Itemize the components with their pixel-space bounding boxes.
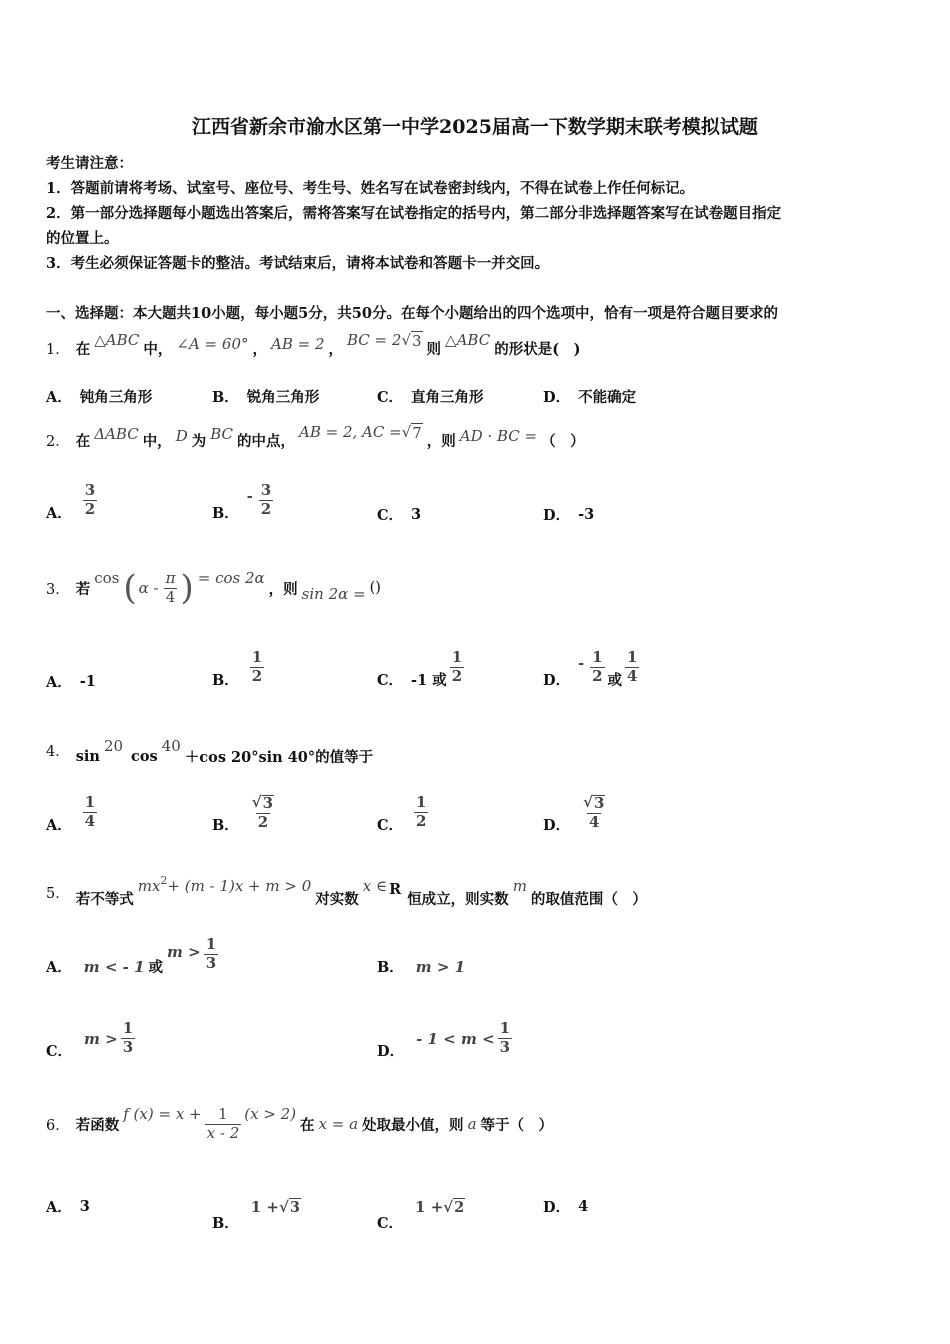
q1-bc-radicand: 3	[412, 331, 422, 350]
q5-text-2: 对实数	[315, 890, 359, 908]
radicand: 2	[454, 1198, 465, 1216]
option-text: -1	[79, 673, 96, 690]
q6-option-b[interactable]	[212, 1180, 301, 1233]
q5-x-in: x ∈	[362, 877, 388, 895]
notice-item-2-cont: 的位置上。	[46, 230, 119, 247]
question-3	[46, 562, 381, 614]
page-title: 江西省新余市渝水区第一中学2025届高一下数学期末联考模拟试题	[192, 116, 758, 138]
q4-option-d[interactable]	[543, 790, 610, 835]
option-label: A．	[46, 389, 72, 406]
q4-cos: cos	[131, 747, 158, 765]
minus-sign: -	[246, 488, 253, 505]
q2-option-b[interactable]	[212, 478, 276, 523]
q6-option-a[interactable]	[46, 1196, 90, 1217]
q1-option-d[interactable]	[543, 386, 636, 407]
fraction	[259, 483, 273, 518]
q6-text-2: 在	[300, 1116, 315, 1134]
q1-text-1: 在	[75, 340, 91, 358]
option-label: B．	[212, 1215, 239, 1232]
question-4	[46, 732, 373, 768]
q6-text-1: 若函数	[75, 1116, 120, 1134]
q2-option-d[interactable]	[543, 504, 594, 525]
option-text: 直角三角形	[411, 389, 484, 406]
q4-option-a[interactable]	[46, 790, 100, 835]
q6-function: f (x) = x +	[123, 1105, 202, 1123]
option-label: B．	[212, 817, 239, 834]
fraction	[581, 792, 607, 831]
q2-text-4: 的中点，	[237, 432, 295, 450]
option-label: D．	[543, 389, 571, 406]
option-text: 4	[578, 1198, 589, 1215]
q3-text-3: ()	[369, 580, 381, 596]
question-number: 3．	[46, 581, 70, 598]
fraction	[450, 650, 464, 685]
q4-angle-b: 40	[161, 737, 181, 755]
option-text: -3	[578, 506, 595, 523]
fraction	[625, 650, 639, 685]
numerator: 3	[84, 481, 96, 500]
option-label: B．	[377, 959, 404, 976]
q4-option-c[interactable]	[377, 790, 431, 835]
numerator: 1	[251, 648, 263, 667]
notice-heading: 考生请注意：	[46, 155, 133, 172]
denominator: 4	[589, 812, 600, 831]
question-number: 2．	[46, 433, 70, 450]
option-text: 3	[411, 506, 422, 523]
sqrt-symbol: √ 3	[251, 792, 274, 812]
option-label: D．	[377, 1043, 405, 1060]
denominator: 2	[592, 667, 603, 685]
option-label: A．	[46, 817, 72, 834]
q4-option-b[interactable]	[212, 790, 279, 835]
denominator: 3	[499, 1038, 511, 1056]
denominator: 2	[416, 812, 427, 830]
q1-sep-1: ，	[252, 340, 267, 358]
q1-text-2: 中，	[143, 340, 173, 358]
option-text: -1 或	[411, 672, 447, 689]
option-text: 或	[607, 672, 623, 689]
q2-point-d: D	[175, 427, 188, 445]
q1-triangle-2: △ABC	[445, 331, 491, 349]
q5-option-c[interactable]	[46, 1016, 138, 1061]
q3-alpha: α -	[138, 579, 159, 597]
option-label: B．	[212, 389, 239, 406]
q1-option-c[interactable]	[377, 386, 484, 407]
option-label: C．	[46, 1043, 73, 1060]
fraction	[204, 937, 218, 972]
denominator: 2	[257, 812, 269, 831]
denominator: 4	[627, 667, 638, 685]
q4-tail: ＋cos 20°sin 40°的值等于	[184, 748, 374, 766]
numerator: π	[165, 568, 176, 587]
fraction	[414, 795, 428, 830]
q6-option-c[interactable]	[377, 1180, 465, 1233]
denominator: 3	[122, 1038, 134, 1056]
q6-option-d[interactable]	[543, 1196, 588, 1217]
denominator: 4	[165, 587, 176, 606]
q1-option-a[interactable]	[46, 386, 152, 407]
numerator: 1	[122, 1019, 134, 1038]
option-label: B．	[212, 505, 239, 522]
q1-option-b[interactable]	[212, 386, 319, 407]
numerator: 1	[205, 935, 217, 954]
question-number: 5．	[46, 885, 70, 902]
q3-text-2: ，则	[268, 580, 298, 598]
q6-a: a	[467, 1115, 477, 1133]
fraction	[83, 795, 97, 830]
question-1	[46, 330, 580, 366]
q1-text-4: 的形状是( )	[494, 340, 581, 358]
denominator: 2	[451, 667, 463, 685]
option-label: A．	[46, 505, 72, 522]
option-math: m > 1	[415, 957, 466, 976]
section-heading: 一、选择题：本大题共10小题，每小题5分，共50分。在每个小题给出的四个选项中，恰有一项是符合题目要求的	[46, 305, 778, 322]
numerator: 1	[451, 648, 463, 667]
q2-text-5: ，则	[426, 432, 456, 450]
option-label: A．	[46, 674, 72, 691]
option-math: m >	[84, 1029, 118, 1048]
q4-sin: sin	[75, 747, 100, 765]
denominator: 2	[260, 500, 272, 518]
q4-angle-a: 20	[103, 737, 124, 755]
q5-ineq-1: mx	[137, 877, 161, 895]
q3-cos: cos	[94, 569, 120, 587]
q3-rhs: = cos 2α	[197, 569, 265, 587]
option-text: 不能确定	[578, 389, 637, 406]
radicand: 3	[262, 793, 274, 812]
q6-text-3: 处取最小值，则	[362, 1116, 464, 1134]
denominator: 4	[84, 812, 96, 830]
option-text: 锐角三角形	[246, 389, 320, 406]
denominator: x - 2	[206, 1123, 240, 1142]
q1-sep-2: ，	[328, 340, 343, 358]
numerator: 1	[627, 648, 638, 667]
q6-text-4: 等于（ ）	[480, 1116, 554, 1134]
fraction	[121, 1021, 135, 1056]
sqrt-symbol: √ 7	[401, 422, 422, 442]
option-label: D．	[543, 1199, 571, 1216]
q3-option-d[interactable]	[543, 645, 642, 690]
q1-bc	[347, 331, 423, 350]
question-5	[46, 874, 647, 910]
fraction	[250, 792, 276, 831]
q5-option-a[interactable]	[46, 932, 221, 977]
q1-ab: AB = 2	[270, 335, 325, 353]
q2-text-6: （ ）	[541, 432, 585, 450]
q2-text-2: 中，	[142, 432, 172, 450]
sqrt-symbol: √ 3	[583, 792, 605, 812]
q2-condition-text: AB = 2, AC =	[299, 423, 402, 441]
q3-option-b[interactable]	[212, 645, 267, 690]
option-math: - 1 < m <	[416, 1029, 495, 1048]
denominator: 3	[205, 954, 217, 972]
q2-radicand: 7	[412, 423, 422, 442]
option-math: m < - 1	[83, 957, 145, 976]
question-number: 4．	[46, 743, 70, 760]
q2-text-3: 为	[191, 432, 207, 450]
numerator: 3	[260, 481, 272, 500]
option-label: A．	[46, 1199, 72, 1216]
notice-item-1: 1．答题前请将考场、试室号、座位号、考生号、姓名写在试卷密封线内，不得在试卷上作任何标记。	[46, 180, 695, 197]
option-math: m >	[167, 942, 201, 961]
q5-ineq-2: + (m - 1)x + m > 0	[167, 877, 312, 895]
q1-triangle: △ABC	[94, 331, 140, 349]
q2-condition	[299, 423, 423, 442]
option-label: D．	[543, 817, 571, 834]
q5-option-d[interactable]	[377, 1016, 515, 1061]
question-number: 6．	[46, 1117, 70, 1134]
q1-angle: ∠A = 60°	[176, 335, 249, 353]
radicand: 3	[593, 793, 605, 812]
option-text: 或	[148, 959, 164, 976]
option-label: C．	[377, 389, 404, 406]
question-number: 1．	[46, 341, 70, 358]
q1-bc-text: BC = 2	[347, 331, 402, 349]
q3-option-c[interactable]	[377, 645, 467, 690]
q2-segment-bc: BC	[210, 425, 233, 443]
option-label: B．	[212, 672, 239, 689]
q5-exponent: 2	[160, 873, 168, 887]
question-6	[46, 1098, 553, 1150]
q2-option-a[interactable]	[46, 478, 100, 523]
option-label: C．	[377, 672, 404, 689]
option-text: 钝角三角形	[79, 389, 153, 406]
q5-reals: R	[389, 880, 402, 898]
q5-text-4: 的取值范围（ ）	[530, 890, 647, 908]
q3-sin: sin 2α =	[301, 585, 366, 603]
sqrt-symbol: √ 3	[279, 1197, 300, 1216]
fraction	[83, 483, 97, 518]
radicand: 3	[289, 1198, 300, 1216]
numerator: 1	[499, 1019, 511, 1038]
right-paren: )	[180, 568, 194, 608]
q5-text-3: 恒成立，则实数	[407, 890, 509, 908]
option-label: D．	[543, 672, 571, 689]
q5-text-1: 若不等式	[75, 890, 134, 908]
fraction	[250, 650, 264, 685]
q3-text-1: 若	[75, 580, 91, 598]
option-text: 3	[79, 1198, 90, 1215]
notice-item-2: 2．第一部分选择题每小题选出答案后，需将答案写在试卷指定的括号内，第二部分非选择题答案写在试卷题目指定	[46, 205, 782, 222]
numerator: 1	[84, 793, 96, 812]
q2-option-c[interactable]	[377, 504, 421, 525]
option-label: A．	[46, 959, 72, 976]
sqrt-symbol: √ 2	[443, 1197, 465, 1216]
question-2	[46, 422, 585, 458]
left-paren: (	[123, 568, 137, 608]
q6-domain: (x > 2)	[244, 1105, 297, 1123]
numerator: 1	[416, 793, 427, 812]
notice-item-3: 3．考生必须保证答题卡的整洁。考试结束后，请将本试卷和答题卡一并交回。	[46, 255, 550, 272]
denominator: 2	[84, 500, 96, 518]
fraction	[164, 568, 178, 606]
sqrt-symbol: √ 3	[401, 330, 422, 350]
option-label: D．	[543, 507, 571, 524]
q2-expression: AD · BC =	[459, 427, 538, 445]
q2-text-1: 在	[75, 432, 91, 450]
numerator: 1	[218, 1104, 228, 1123]
option-label: C．	[377, 507, 404, 524]
q2-triangle: ΔABC	[94, 425, 139, 443]
q6-x-equals-a: x = a	[318, 1115, 359, 1133]
numerator: 1	[592, 648, 603, 667]
q5-option-b[interactable]	[377, 956, 469, 977]
option-math: 1 +	[415, 1197, 444, 1216]
q5-m: m	[512, 877, 527, 895]
fraction	[498, 1021, 512, 1056]
fraction	[590, 650, 604, 685]
option-label: C．	[377, 817, 404, 834]
fraction	[205, 1104, 242, 1142]
denominator: 2	[251, 667, 263, 685]
q1-text-3: 则	[426, 340, 442, 358]
option-math: 1 +	[250, 1197, 279, 1216]
q3-option-a[interactable]	[46, 671, 96, 692]
minus-sign: -	[578, 655, 585, 672]
option-label: C．	[377, 1215, 404, 1232]
